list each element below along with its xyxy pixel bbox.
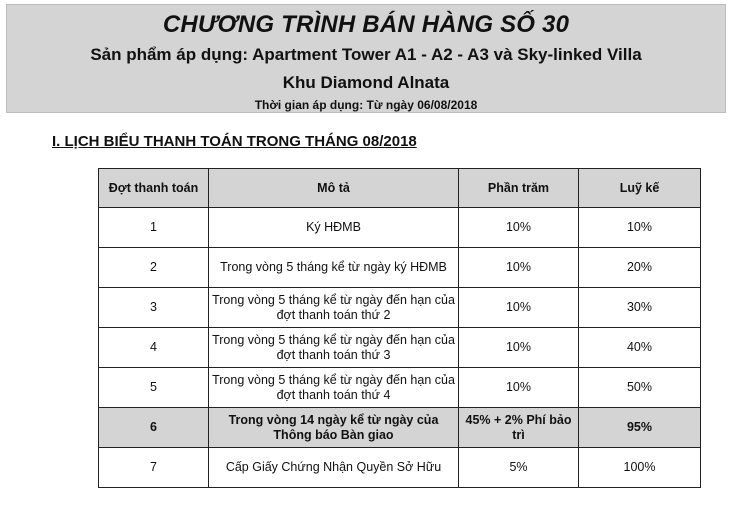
program-period: Thời gian áp dụng: Từ ngày 06/08/2018 <box>254 98 478 112</box>
column-header-percent: Phần trăm <box>459 169 579 208</box>
table-row <box>99 328 701 368</box>
table-row <box>99 448 701 488</box>
description-cell: Cấp Giấy Chứng Nhận Quyền Sở Hữu <box>209 448 459 488</box>
description-cell: Trong vòng 5 tháng kể từ ngày đến hạn của đợt thanh toán thứ 3 <box>209 328 459 368</box>
description-cell: Trong vòng 14 ngày kể từ ngày của Thông báo Bàn giao <box>209 408 459 448</box>
percent-cell: 10% <box>459 368 579 408</box>
table-row <box>99 288 701 328</box>
column-header-installment: Đợt thanh toán <box>99 169 209 208</box>
description-cell: Ký HĐMB <box>209 208 459 248</box>
program-subtitle: Sản phẩm áp dụng: Apartment Tower A1 - A2 - A3 và Sky-linked Villa <box>90 45 642 64</box>
column-header-cumulative: Luỹ kế <box>579 169 701 208</box>
table-row <box>99 368 701 408</box>
table-header-row <box>99 169 701 208</box>
percent-cell: 10% <box>459 288 579 328</box>
cumulative-cell: 20% <box>579 248 701 288</box>
installment-cell: 6 <box>99 408 209 448</box>
cumulative-cell: 30% <box>579 288 701 328</box>
cumulative-cell: 100% <box>579 448 701 488</box>
cumulative-cell: 95% <box>579 408 701 448</box>
program-title: CHƯƠNG TRÌNH BÁN HÀNG SỐ 30 <box>162 11 570 38</box>
percent-cell: 5% <box>459 448 579 488</box>
payment-schedule-table <box>98 168 701 488</box>
installment-cell: 3 <box>99 288 209 328</box>
table-row-highlighted <box>99 408 701 448</box>
description-cell: Trong vòng 5 tháng kể từ ngày đến hạn của đợt thanh toán thứ 4 <box>209 368 459 408</box>
cumulative-cell: 10% <box>579 208 701 248</box>
percent-cell: 10% <box>459 208 579 248</box>
description-cell: Trong vòng 5 tháng kể từ ngày ký HĐMB <box>209 248 459 288</box>
installment-cell: 7 <box>99 448 209 488</box>
percent-cell: 10% <box>459 328 579 368</box>
description-cell: Trong vòng 5 tháng kể từ ngày đến hạn của đợt thanh toán thứ 2 <box>209 288 459 328</box>
installment-cell: 1 <box>99 208 209 248</box>
percent-cell: 10% <box>459 248 579 288</box>
program-area: Khu Diamond Alnata <box>282 73 450 92</box>
table-row <box>99 248 701 288</box>
section-heading: I. LỊCH BIỂU THANH TOÁN TRONG THÁNG 08/2018 <box>52 133 417 150</box>
table-row <box>99 208 701 248</box>
installment-cell: 4 <box>99 328 209 368</box>
program-header <box>6 4 726 113</box>
installment-cell: 5 <box>99 368 209 408</box>
cumulative-cell: 50% <box>579 368 701 408</box>
cumulative-cell: 40% <box>579 328 701 368</box>
installment-cell: 2 <box>99 248 209 288</box>
percent-cell: 45% + 2% Phí bảo trì <box>459 408 579 448</box>
column-header-description: Mô tả <box>209 169 459 208</box>
